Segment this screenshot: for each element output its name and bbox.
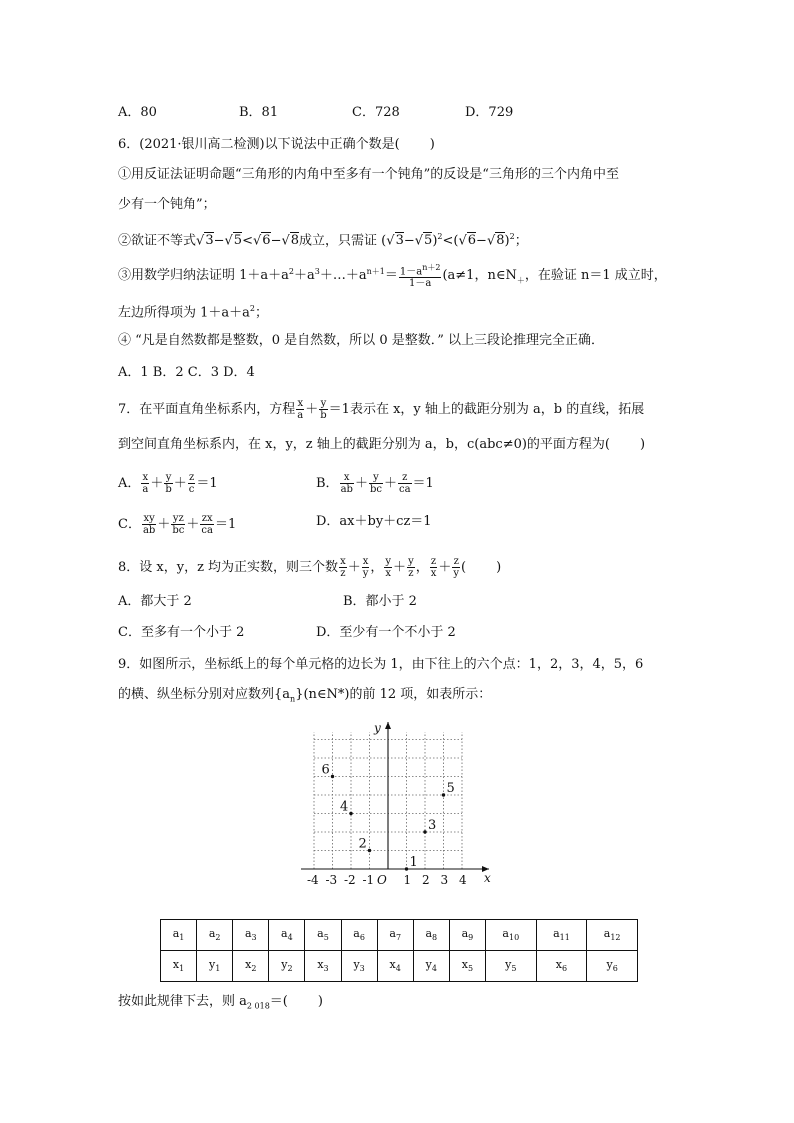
q5-option-b: B．81 <box>239 105 279 120</box>
sequence-table <box>160 919 638 982</box>
point-label: 1 <box>409 855 418 870</box>
q6-statement-2: ②欲证不等式√3−√5<√6−√8成立，只需证 $(√3-√5)^2<(√6-√8)^2$； <box>118 232 528 249</box>
s3-line2: 左边所得项为 1＋a＋a <box>118 305 250 321</box>
table-cell: $a_4$ <box>269 920 305 951</box>
y-axis-label: y <box>374 721 381 735</box>
s2-lt-paren: <( <box>442 233 459 249</box>
table-cell: $a_9$ <box>449 920 485 951</box>
s3-text: (a≠1，n∈N <box>442 268 517 284</box>
q7-text: 表示在 x，y 轴上的截距分别为 a，b 的直线，拓展 <box>349 402 645 417</box>
table-cell: $x_3$ <box>305 951 341 982</box>
table-cell: $a_{11}$ <box>536 920 587 951</box>
table-cell: $x_5$ <box>449 951 485 982</box>
data-point <box>349 812 352 815</box>
y-axis-arrow <box>385 722 391 729</box>
exp: n＋2 <box>422 263 441 272</box>
s3-fraction <box>399 262 442 289</box>
equals: ＝ <box>384 268 398 284</box>
exp: n＋1 <box>366 266 385 276</box>
origin-label: O <box>377 873 387 887</box>
minus: − <box>213 233 225 249</box>
q6-stem <box>118 136 435 154</box>
q8-option-c: C．至多有一个小于 2 <box>118 625 245 640</box>
q8-option-d: D．至少有一个不小于 2 <box>316 625 456 640</box>
semicolon: ； <box>514 233 528 249</box>
table-cell: $a_{10}$ <box>485 920 536 951</box>
table-cell: $x_6$ <box>536 951 587 982</box>
q7-option-b: B． $\frac{x}{ab}$ ＋ $\frac{y}{bc}$ ＋ $\frac{z}{ca}$ ＝1 <box>316 472 434 495</box>
table-row <box>161 951 638 982</box>
q7-option-a: A． $\frac{x}{a}$ ＋ $\frac{y}{b}$ ＋ $\frac{z}{c}$ ＝1 <box>118 472 218 495</box>
table-cell: $a_{12}$ <box>587 920 638 951</box>
table-cell: $a_1$ <box>161 920 197 951</box>
q6-stem-text: 6．(2021·银川高二检测)以下说法中正确个数是( <box>118 137 400 152</box>
table-row <box>161 920 638 951</box>
table-cell: $a_6$ <box>341 920 377 951</box>
q7-option-c: C． $\frac{xy}{ab}$ ＋ $\frac{yz}{bc}$ ＋ $\frac{zx}{ca}$ ＝1 <box>118 513 237 536</box>
x-tick-label: -4 <box>307 873 319 887</box>
sub: ＋ <box>516 275 525 285</box>
x-axis-label: x <box>484 871 491 885</box>
table-cell: $y_4$ <box>413 951 449 982</box>
x-tick-label: 3 <box>440 873 449 887</box>
table-cell: $x_2$ <box>233 951 269 982</box>
q5-option-a: A．80 <box>118 105 157 120</box>
square: 2 <box>437 232 443 241</box>
q7-line-2 <box>118 436 645 454</box>
q7-text: 7．在平面直角坐标系内，方程 <box>118 402 296 417</box>
data-point <box>368 849 371 852</box>
num: 1－a <box>399 266 423 278</box>
semicolon: ； <box>255 305 269 321</box>
table-cell: $y_1$ <box>197 951 233 982</box>
q9-final-line: 按如此规律下去，则 $a_{2 018}=$( ) <box>118 994 323 1011</box>
q8-option-a: A．都大于 2 <box>118 594 192 609</box>
frac-y-b: $\frac{y}{b}$ <box>320 398 327 421</box>
sqrt-3: 3 <box>205 233 214 249</box>
table-cell: $x_1$ <box>161 951 197 982</box>
x-tick-label: 1 <box>403 873 412 887</box>
x-tick-label: 2 <box>422 873 430 887</box>
point-label: 3 <box>428 818 437 833</box>
point-label: 5 <box>446 781 455 796</box>
sqrt-5: 5 <box>233 233 243 249</box>
sqrt-8: 8 <box>496 233 505 249</box>
data-point <box>405 867 408 870</box>
q8-stem: 8．设 x，y，z 均为正实数，则三个数 $\frac{x}{z}$ ＋ $\frac{x}{y}$ ， $\frac{y}{x}$ ＋ $\frac{y}{z}$ ， $\frac{z}{x}$ ＋ $\frac{z}{y}$ ( ) <box>118 556 502 579</box>
q7-line-1: 7．在平面直角坐标系内，方程 $\frac{x}{a}$ ＋ $\frac{y}{b}$ ＝1表示在 x，y 轴上的截距分别为 a，b 的直线，拓展 <box>118 398 645 421</box>
less-than: < <box>242 233 253 249</box>
sqrt-6: 6 <box>467 233 477 249</box>
q6-stem-close: ) <box>429 137 435 152</box>
paren: ) <box>504 233 510 249</box>
q5-option-c: C．728 <box>352 105 400 120</box>
q7-text: 到空间直角坐标系内，在 x，y，z 轴上的截距分别为 a，b，c(abc≠0)的平面方程为( <box>118 437 611 452</box>
s3-text: ③用数学归纳法证明 1＋a＋a <box>118 268 289 284</box>
q7-option-d: D．ax＋by＋cz＝1 <box>316 514 432 529</box>
square: 2 <box>509 232 515 241</box>
frac-x-a: $\frac{x}{a}$ <box>297 398 304 421</box>
q9-line-2: 的横、纵坐标分别对应数列$\{a_n\}(n\in N*)$的前 12 项，如表所示： <box>118 687 492 704</box>
sqrt-6: 6 <box>262 233 271 249</box>
s3-text: ＋a <box>294 268 315 284</box>
table-cell: $a_8$ <box>413 920 449 951</box>
minus: − <box>476 233 487 249</box>
sqrt-5: 5 <box>424 233 433 249</box>
s3-text: ，在验证 n＝1 成立时， <box>524 268 667 284</box>
q6-statement-4: ④ “凡是自然数都是整数，0 是自然数，所以 0 是整数．” 以上三段论推理完全正确． <box>118 333 604 348</box>
x-tick-label: 4 <box>459 873 467 887</box>
minus: − <box>403 233 415 249</box>
table-cell: $a_3$ <box>233 920 269 951</box>
den: 1－a <box>409 278 432 290</box>
q9-line-1: 9．如图所示，坐标纸上的每个单元格的边长为 1，由下往上的六个点：1，2，3，4，5，6 <box>118 657 644 672</box>
s2-mid: 成立，只需证 ( <box>299 233 387 249</box>
q8-option-b: B．都小于 2 <box>343 594 417 609</box>
table-cell: $y_5$ <box>485 951 536 982</box>
q6-statement-3 <box>118 262 667 290</box>
table-cell: $a_5$ <box>305 920 341 951</box>
table-cell: $y_6$ <box>587 951 638 982</box>
data-point <box>423 830 426 833</box>
paren: ) <box>640 437 646 452</box>
sqrt-3: 3 <box>395 233 404 249</box>
q6-statement-3-line-2 <box>118 300 268 322</box>
table-cell: $y_2$ <box>269 951 305 982</box>
x-tick-label: -1 <box>362 873 375 887</box>
q6-statement-1-line-1: ①用反证法证明命题“三角形的内角中至多有一个钝角”的反设是“三角形的三个内角中至 <box>118 167 619 182</box>
paren: ) <box>432 233 438 249</box>
data-point <box>442 793 445 796</box>
table-cell: $a_7$ <box>377 920 413 951</box>
s2-text: ②欲证不等式 <box>118 233 197 249</box>
minus: − <box>270 233 282 249</box>
exp: 3 <box>314 266 320 276</box>
point-label: 4 <box>340 799 349 815</box>
table-cell: $y_3$ <box>341 951 377 982</box>
q6-statement-1-line-2: 少有一个钝角”； <box>118 197 216 212</box>
sqrt-8: 8 <box>290 233 300 249</box>
q6-options: A．1 B．2 C．3 D．4 <box>118 365 255 380</box>
table-cell: $x_4$ <box>377 951 413 982</box>
x-tick-label: -2 <box>344 873 356 887</box>
x-tick-label: -3 <box>325 873 338 887</box>
data-point <box>331 775 334 778</box>
exp: 2 <box>249 304 255 313</box>
table-cell: $a_2$ <box>197 920 233 951</box>
q5-option-d: D．729 <box>465 105 514 120</box>
q8-text: 8．设 x，y，z 均为正实数，则三个数 <box>118 560 339 575</box>
coordinate-grid-figure <box>297 718 497 910</box>
point-label: 2 <box>358 836 367 852</box>
s3-text: ＋…＋a <box>319 268 367 284</box>
point-label: 6 <box>321 762 330 778</box>
exp: 2 <box>288 266 294 276</box>
